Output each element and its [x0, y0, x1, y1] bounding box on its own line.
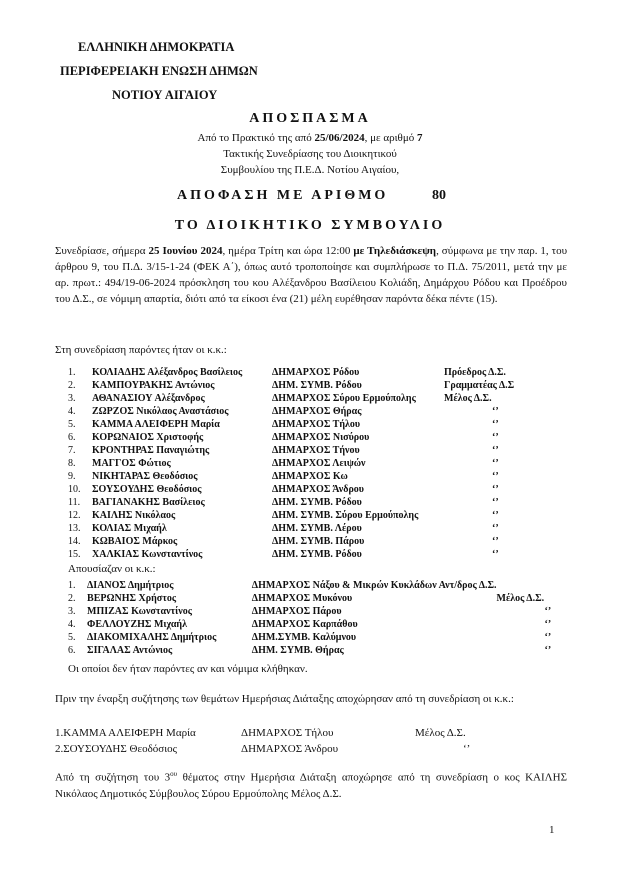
- absent-row: [68, 605, 620, 618]
- extract-line-1-prefix: Από το Πρακτικό της από: [197, 132, 315, 144]
- present-name: ΚΑΜΠΟΥΡΑΚΗΣ Αντώνιος: [92, 380, 215, 391]
- present-row: [68, 535, 597, 548]
- present-name: ΑΘΑΝΑΣΙΟΥ Αλέξανδρος: [92, 393, 205, 404]
- decision-number: 80: [432, 188, 446, 203]
- extract-title: ΑΠΟΣΠΑΣΜΑ: [249, 111, 371, 126]
- absent-num: 6.: [68, 645, 76, 656]
- present-num: 10.: [68, 484, 81, 495]
- absent-position: ‘’: [544, 632, 552, 643]
- present-num: 7.: [68, 445, 76, 456]
- present-name: ΝΙΚΗΤΑΡΑΣ Θεοδόσιος: [92, 471, 198, 482]
- absent-row: [68, 631, 620, 644]
- present-row: [68, 496, 597, 509]
- absent-position: ‘’: [544, 645, 552, 656]
- present-role: ΔΗΜΑΡΧΟΣ Νισύρου: [272, 432, 370, 443]
- present-position: ‘’: [492, 510, 499, 521]
- decision-label: ΑΠΟΦΑΣΗ ΜΕ ΑΡΙΘΜΟ: [177, 188, 389, 203]
- present-role: ΔΗΜΑΡΧΟΣ Κω: [272, 471, 348, 482]
- present-num: 2.: [68, 380, 76, 391]
- intro-paragraph: [55, 243, 567, 307]
- extract-minutes-number: 7: [416, 132, 423, 144]
- present-row: [68, 444, 597, 457]
- present-position: Γραμματέας Δ.Σ: [444, 380, 515, 391]
- extract-line-1-mid: , με αριθμό: [364, 132, 417, 144]
- present-row: [68, 418, 597, 431]
- header-line-2: ΠΕΡΙΦΕΡΕΙΑΚΗ ΕΝΩΣΗ ΔΗΜΩΝ: [60, 64, 258, 78]
- absent-name: ΔΙΑΚΟΜΙΧΑΛΗΣ Δημήτριος: [87, 632, 217, 643]
- present-num: 3.: [68, 393, 76, 404]
- third-topic-paragraph: [55, 766, 567, 802]
- present-position: ‘’: [492, 497, 499, 508]
- present-role: ΔΗΜΑΡΧΟΣ Άνδρου: [272, 484, 364, 495]
- header-line-3: ΝΟΤΙΟΥ ΑΙΓΑΙΟΥ: [112, 88, 218, 102]
- present-name: ΚΟΛΙΑΣ Μιχαήλ: [92, 523, 167, 534]
- present-position: ‘’: [492, 484, 499, 495]
- absent-num: 4.: [68, 619, 76, 630]
- absent-name: ΦΕΛΛΟΥΖΗΣ Μιχαήλ: [87, 619, 188, 630]
- present-position: ‘’: [492, 445, 499, 456]
- meeting-date: 25 Ιουνίου 2024: [148, 245, 223, 257]
- absent-role: ΔΗΜΑΡΧΟΣ Μυκόνου: [251, 593, 353, 604]
- present-name: ΚΡΟΝΤΗΡΑΣ Παναγιώτης: [92, 445, 210, 456]
- absent-num: 3.: [68, 606, 76, 617]
- present-name: ΚΑΙΛΗΣ Νικόλαος: [92, 510, 176, 521]
- present-role: ΔΗΜΑΡΧΟΣ Θήρας: [272, 406, 362, 417]
- present-position: ‘’: [492, 536, 499, 547]
- present-name: ΧΑΛΚΙΑΣ Κωνσταντίνος: [92, 549, 203, 560]
- present-row: [68, 509, 597, 522]
- present-row: [68, 392, 597, 405]
- present-num: 12.: [68, 510, 81, 521]
- present-position: ‘’: [492, 406, 499, 417]
- left-early-role: ΔΗΜΑΡΧΟΣ Άνδρου: [241, 743, 339, 755]
- left-early-position: Μέλος Δ.Σ.: [415, 727, 466, 739]
- present-name: ΜΑΓΓΟΣ Φώτιος: [92, 458, 171, 469]
- present-name: ΚΟΛΙΑΔΗΣ Αλέξανδρος Βασίλειος: [92, 367, 243, 378]
- present-role: ΔΗΜΑΡΧΟΣ Τήλου: [272, 419, 361, 430]
- meeting-mode: με Τηλεδιάσκεψη: [353, 245, 437, 257]
- intro-text-3: , σύμφωνα με την παρ. 1, του άρθρου 9, του Π.Δ. 3/15-1-24 (ΦΕΚ Α΄), όπως αυτό τροποποίησε και συμπλήρωσε το Π.Δ. 75/2011, μετά την με αρ. πρωτ.: 494/19-06-2024 πρόσκληση του κου Αλέξανδρου Βασίλειου Κολιάδη, Δημάρχου Ρόδου και Προέδρου του Δ.Σ., σε νόμιμη απαρτία, διότι από τα είκοσι ένα (21) μέλη ευρέθησαν παρόντα δέκα πέντε (15).: [55, 245, 568, 305]
- absent-row: [68, 592, 620, 605]
- present-num: 11.: [68, 497, 81, 508]
- present-row: [68, 522, 597, 535]
- present-num: 14.: [68, 536, 81, 547]
- before-start-paragraph: Πριν την έναρξη συζήτησης των θεμάτων Ημερήσιας Διάταξης αποχώρησαν από τη συνεδρίαση οι κ.κ.:: [55, 693, 514, 705]
- header-line-1: ΕΛΛΗΝΙΚΗ ΔΗΜΟΚΡΑΤΙΑ: [78, 40, 235, 54]
- absent-role: ΔΗΜΑΡΧΟΣ Πάρου: [251, 606, 342, 617]
- present-role: ΔΗΜΑΡΧΟΣ Σύρου Ερμούπολης: [272, 393, 416, 404]
- present-name: ΒΑΓΙΑΝΑΚΗΣ Βασίλειος: [92, 497, 205, 508]
- present-position: ‘’: [492, 458, 499, 469]
- absent-position: ‘’: [544, 619, 552, 630]
- absent-note: Οι οποίοι δεν ήταν παρόντες αν και νόμιμα κλήθηκαν.: [68, 663, 308, 675]
- absent-position: [497, 579, 620, 592]
- present-position: Πρόεδρος Δ.Σ.: [444, 367, 506, 378]
- absent-position: Μέλος Δ.Σ.: [496, 593, 545, 604]
- present-name: ΖΩΡΖΟΣ Νικόλαος Αναστάσιος: [92, 406, 229, 417]
- present-num: 4.: [68, 406, 76, 417]
- extract-line-1: [0, 130, 620, 146]
- absent-name: ΜΠΙΖΑΣ Κωνσταντίνος: [87, 606, 192, 617]
- present-num: 8.: [68, 458, 76, 469]
- present-name: ΚΩΒΑΙΟΣ Μάρκος: [92, 536, 178, 547]
- absent-row: [68, 644, 620, 657]
- present-position: Μέλος Δ.Σ.: [444, 393, 492, 404]
- present-num: 6.: [68, 432, 76, 443]
- present-row: [68, 366, 597, 379]
- present-num: 13.: [68, 523, 81, 534]
- absent-heading: Απουσίαζαν οι κ.κ.:: [68, 563, 156, 575]
- present-row: [68, 431, 597, 444]
- present-row: [68, 405, 597, 418]
- absent-role: ΔΗΜ.ΣΥΜΒ. Καλύμνου: [251, 632, 357, 643]
- present-position: ‘’: [492, 432, 499, 443]
- present-heading: Στη συνεδρίαση παρόντες ήταν οι κ.κ.:: [55, 344, 227, 356]
- present-position: ‘’: [492, 523, 499, 534]
- present-num: 1.: [68, 367, 76, 378]
- council-title: ΤΟ ΔΙΟΙΚΗΤΙΚΟ ΣΥΜΒΟΥΛΙΟ: [174, 218, 446, 233]
- left-early-row: [55, 725, 573, 741]
- left-early-position: ‘’: [463, 743, 471, 755]
- absent-num: 5.: [68, 632, 76, 643]
- absent-num: 1.: [68, 580, 76, 591]
- left-early-table: [55, 725, 573, 757]
- third-topic-text-1: Από τη συζήτηση του 3: [55, 771, 171, 784]
- absent-name: ΒΕΡΩΝΗΣ Χρήστος: [87, 593, 177, 604]
- present-position: ‘’: [492, 549, 499, 560]
- absent-role: ΔΗΜΑΡΧΟΣ Καρπάθου: [251, 619, 358, 630]
- present-name: ΚΟΡΩΝΑΙΟΣ Χριστοφής: [92, 432, 204, 443]
- present-role: ΔΗΜ. ΣΥΜΒ. Σύρου Ερμούπολης: [272, 510, 419, 521]
- present-name: ΣΟΥΣΟΥΔΗΣ Θεοδόσιος: [92, 484, 202, 495]
- intro-text-2: , ημέρα Τρίτη και ώρα 12:00: [222, 245, 354, 257]
- present-role: ΔΗΜ. ΣΥΜΒ. Πάρου: [272, 536, 365, 547]
- present-position: ‘’: [492, 419, 499, 430]
- present-row: [68, 548, 597, 561]
- extract-date: 25/06/2024: [314, 132, 365, 144]
- extract-line-2: Τακτικής Συνεδρίασης του Διοικητικού: [223, 148, 397, 160]
- absent-position: ‘’: [544, 606, 552, 617]
- present-name: ΚΑΜΜΑ ΑΛΕΙΦΕΡΗ Μαρία: [92, 419, 220, 430]
- present-row: [68, 470, 597, 483]
- present-row: [68, 457, 597, 470]
- absent-members-table: [68, 579, 620, 657]
- present-position: ‘’: [492, 471, 499, 482]
- ordinal-suffix: ου: [170, 770, 178, 778]
- present-num: 5.: [68, 419, 76, 430]
- absent-row: [68, 618, 620, 631]
- present-role: ΔΗΜ. ΣΥΜΒ. Ρόδου: [272, 497, 362, 508]
- present-members-table: [68, 366, 597, 561]
- third-topic-text-2: θέματος στην Ημερήσια Διάταξη αποχώρησε από τη συνεδρίαση ο κος ΚΑΙΛΗΣ Νικόλαος Δημοτικός Σύμβουλος Σύρου Ερμούπολης Μέλος Δ.Σ.: [55, 771, 567, 800]
- absent-name: ΣΙΓΑΛΑΣ Αντώνιος: [87, 645, 173, 656]
- present-role: ΔΗΜ. ΣΥΜΒ. Ρόδου: [272, 380, 362, 391]
- absent-role: ΔΗΜΑΡΧΟΣ Νάξου & Μικρών Κυκλάδων Αντ/δρος Δ.Σ.: [251, 580, 497, 591]
- extract-line-3: Συμβουλίου της Π.Ε.Δ. Νοτίου Αιγαίου,: [220, 164, 400, 176]
- intro-text-1: Συνεδρίασε, σήμερα: [55, 245, 149, 257]
- present-num: 15.: [68, 549, 81, 560]
- extract-reference: [0, 130, 620, 178]
- present-role: ΔΗΜΑΡΧΟΣ Λειψών: [272, 458, 366, 469]
- left-early-row: [55, 741, 573, 757]
- left-early-name: 1.ΚΑΜΜΑ ΑΛΕΙΦΕΡΗ Μαρία: [55, 727, 196, 739]
- present-role: ΔΗΜΑΡΧΟΣ Τήνου: [272, 445, 360, 456]
- present-row: [68, 483, 597, 496]
- page-number: 1: [549, 824, 555, 836]
- present-row: [68, 379, 597, 392]
- present-role: ΔΗΜΑΡΧΟΣ Ρόδου: [272, 367, 360, 378]
- present-role: ΔΗΜ. ΣΥΜΒ. Λέρου: [272, 523, 362, 534]
- absent-name: ΔΙΑΝΟΣ Δημήτριος: [87, 580, 174, 591]
- absent-num: 2.: [68, 593, 76, 604]
- left-early-role: ΔΗΜΑΡΧΟΣ Τήλου: [241, 727, 334, 739]
- left-early-name: 2.ΣΟΥΣΟΥΔΗΣ Θεοδόσιος: [55, 743, 178, 755]
- absent-role: ΔΗΜ. ΣΥΜΒ. Θήρας: [251, 645, 344, 656]
- absent-row: [68, 579, 620, 592]
- present-role: ΔΗΜ. ΣΥΜΒ. Ρόδου: [272, 549, 362, 560]
- present-num: 9.: [68, 471, 76, 482]
